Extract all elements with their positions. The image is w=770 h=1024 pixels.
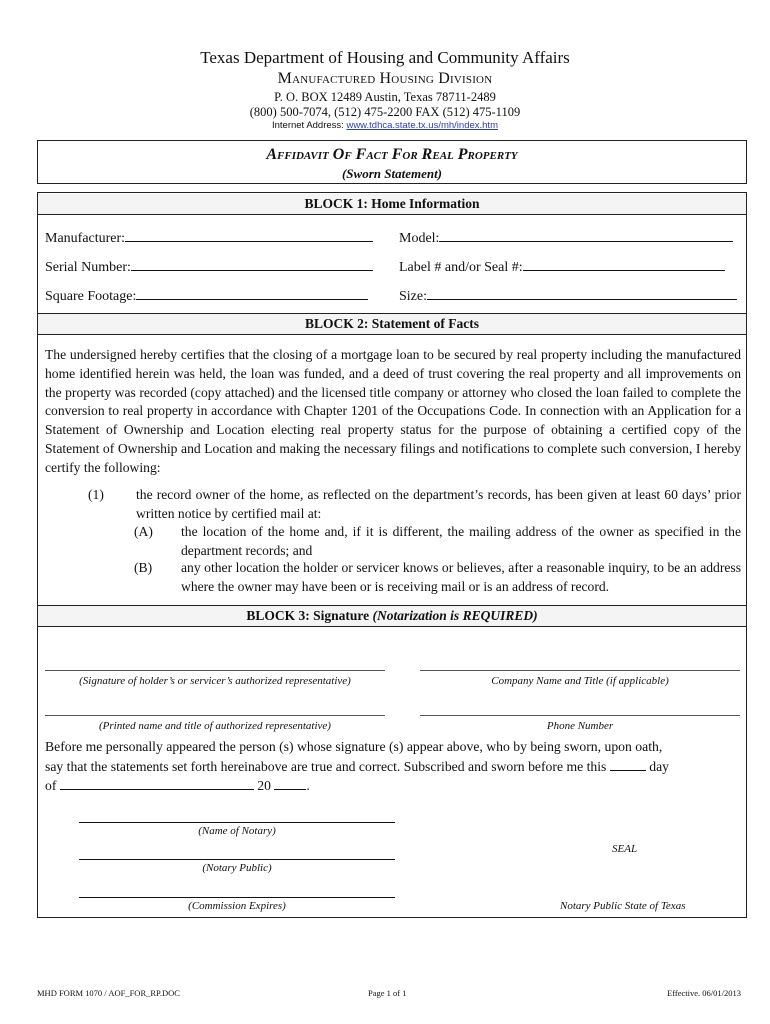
footer-effective: Effective. 06/01/2013 <box>667 988 741 998</box>
notary-name-line[interactable] <box>79 822 395 823</box>
oath-line-2-text: say that the statements set forth hereinabove are true and correct. Subscribed and sworn before me this <box>45 759 607 774</box>
company-caption: Company Name and Title (if applicable) <box>491 675 669 687</box>
form-title-text: Affidavit Of Fact For Real Property <box>266 146 518 163</box>
square-footage-line[interactable] <box>136 286 368 300</box>
agency-name: Texas Department of Housing and Community Affairs <box>200 48 570 67</box>
signature-caption: (Signature of holder’s or servicer’s authorized representative) <box>79 675 351 687</box>
model-label: Model: <box>399 231 440 246</box>
oath-line-1: Before me personally appeared the person (s) whose signature (s) appear above, who by being sworn, upon oath, <box>45 739 663 754</box>
phone-line[interactable] <box>420 715 740 716</box>
block3-heading-italic: (Notarization is REQUIRED) <box>372 608 538 623</box>
printed-name-caption: (Printed name and title of authorized representative) <box>99 720 331 732</box>
month-line[interactable] <box>60 776 254 790</box>
company-line[interactable] <box>420 670 740 671</box>
block3-heading-text: BLOCK 3: Signature <box>246 608 373 623</box>
commission-caption: (Commission Expires) <box>188 900 286 912</box>
division-name <box>0 70 770 88</box>
notary-public-line[interactable] <box>79 859 395 860</box>
model-field[interactable] <box>399 228 733 247</box>
size-line[interactable] <box>427 286 737 300</box>
label-seal-label: Label # and/or Seal #: <box>399 260 523 275</box>
division-text: Manufactured Housing Division <box>277 70 493 87</box>
commission-line[interactable] <box>79 897 395 898</box>
oath-year-prefix: 20 <box>257 778 271 793</box>
itemA-number: (A) <box>134 524 153 539</box>
itemA-text: the location of the home and, if it is different, the mailing address of the owner as specified in the department records; and <box>181 524 741 558</box>
printed-name-line[interactable] <box>45 715 385 716</box>
oath-of-word: of <box>45 778 57 793</box>
notary-name-caption: (Name of Notary) <box>198 825 276 837</box>
block1-heading: BLOCK 1: Home Information <box>38 194 746 215</box>
internet-link[interactable]: www.tdhca.state.tx.us/mh/index.htm <box>346 120 498 131</box>
year-line[interactable] <box>274 776 306 790</box>
notary-state-caption: Notary Public State of Texas <box>560 900 686 912</box>
signature-line[interactable] <box>45 670 385 671</box>
day-line[interactable] <box>610 757 646 771</box>
manufacturer-line[interactable] <box>125 228 373 242</box>
item1-number: (1) <box>88 487 104 502</box>
size-label: Size: <box>399 289 427 304</box>
item1-text: the record owner of the home, as reflected on the department’s records, has been given at least 60 days’ prior written notice by certified mail at: <box>136 487 741 521</box>
agency-phones: (800) 500-7074, (512) 475-2200 FAX (512) 475-1109 <box>249 105 521 119</box>
manufacturer-label: Manufacturer: <box>45 231 126 246</box>
form-subtitle: (Sworn Statement) <box>341 166 443 181</box>
phone-caption: Phone Number <box>546 720 614 732</box>
block3-heading <box>38 606 746 627</box>
itemB-number: (B) <box>134 560 153 575</box>
size-field[interactable] <box>399 286 737 305</box>
square-footage-label: Square Footage: <box>45 289 137 304</box>
form-title <box>37 146 747 164</box>
label-seal-line[interactable] <box>523 257 725 271</box>
label-seal-field[interactable] <box>399 257 725 276</box>
model-line[interactable] <box>439 228 733 242</box>
oath-line-2 <box>45 757 745 777</box>
statement-paragraph: The undersigned hereby certifies that the closing of a mortgage loan to be secured by real property including the manufactured home identified herein was held, the loan was funded, and a deed of trust covering the real property and all improvements on the property was recorded (copy attached) and the licensed title company or attorney who closed the loan failed to complete the conversion to real property in accordance with Chapter 1201 of the Occupations Code. In connection with an Application for a Statement of Ownership and Location electing real property status for the purpose of obtaining a certified copy of the Statement of Ownership and Location and making the necessary filings and notifications to complete such conversion, I hereby certify the following: <box>45 347 741 475</box>
serial-field[interactable] <box>45 257 373 276</box>
serial-line[interactable] <box>131 257 373 271</box>
manufacturer-field[interactable] <box>45 228 373 247</box>
internet-label: Internet Address: <box>271 120 344 131</box>
block2-heading: BLOCK 2: Statement of Facts <box>38 314 746 335</box>
oath-line-3: of 20 . <box>45 778 310 793</box>
agency-address: P. O. BOX 12489 Austin, Texas 78711-2489 <box>274 90 496 104</box>
footer-page: Page 1 of 1 <box>368 988 407 998</box>
internet-address <box>0 120 770 131</box>
seal-label: SEAL <box>612 843 638 855</box>
oath-day-word: day <box>649 759 669 774</box>
square-footage-field[interactable] <box>45 286 368 305</box>
notary-public-caption: (Notary Public) <box>202 862 272 874</box>
footer-form-id: MHD FORM 1070 / AOF_FOR_RP.DOC <box>37 988 180 998</box>
itemB-text: any other location the holder or servicer knows or believes, after a reasonable inquiry, to be an address where the owner may have been or is receiving mail or is an address of record. <box>181 560 741 594</box>
serial-label: Serial Number: <box>45 260 131 275</box>
